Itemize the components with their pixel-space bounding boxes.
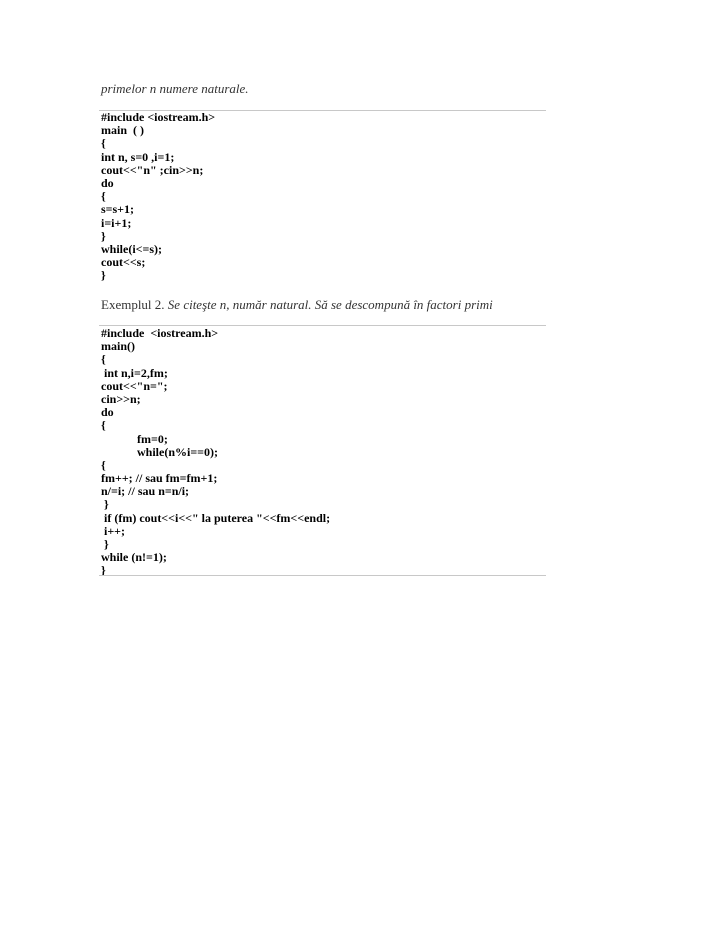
- code-block-factorization: [101, 327, 330, 578]
- code-line: cin>>n;: [101, 391, 141, 406]
- code-line: }: [101, 268, 106, 283]
- code-line: cout<<"n=";: [101, 378, 168, 393]
- code-line: }: [101, 228, 106, 243]
- code-line: while(n%i==0);: [137, 444, 219, 459]
- code-line: }: [101, 497, 109, 512]
- example-2-label: Exemplul 2.: [101, 297, 168, 312]
- code-line: s=s+1;: [101, 202, 135, 217]
- code-line: do: [101, 405, 114, 420]
- code-line: int n,i=2,fm;: [101, 365, 168, 380]
- code-line: int n, s=0 ,i=1;: [101, 149, 175, 164]
- code-line: }: [101, 563, 106, 578]
- code-line: while (n!=1);: [101, 550, 167, 565]
- divider-bottom-code2: [99, 575, 546, 576]
- code-line: main(): [101, 339, 135, 354]
- code-line: cout<<"n" ;cin>>n;: [101, 162, 204, 177]
- code-line: cout<<s;: [101, 255, 146, 270]
- code-line: #include <iostream.h>: [101, 326, 219, 340]
- code-line: while(i<=s);: [101, 241, 163, 256]
- code-line: #include <iostream.h>: [101, 110, 216, 124]
- example-2-description: Se citeşte n, număr natural. Să se descompună în factori primi: [167, 297, 493, 312]
- code-line: {: [101, 136, 106, 151]
- code-line: {: [101, 189, 106, 204]
- code-line: fm++; // sau fm=fm+1;: [101, 471, 218, 486]
- code-line: {: [101, 352, 106, 367]
- intro-text: primelor n numere naturale.: [101, 81, 249, 96]
- code-line: i++;: [101, 523, 126, 538]
- code-line: }: [101, 537, 109, 551]
- code-line: i=i+1;: [101, 215, 132, 230]
- code-line: n/=i; // sau n=n/i;: [101, 484, 190, 499]
- code-line: main ( ): [101, 123, 144, 138]
- code-line: fm=0;: [137, 431, 168, 446]
- example-2-heading: [101, 297, 493, 313]
- code-line: {: [101, 457, 106, 472]
- code-line: {: [101, 418, 106, 433]
- code-line: do: [101, 175, 114, 190]
- code-line: if (fm) cout<<i<<" la puterea "<<fm<<endl;: [101, 510, 331, 525]
- code-block-sum: [101, 111, 215, 282]
